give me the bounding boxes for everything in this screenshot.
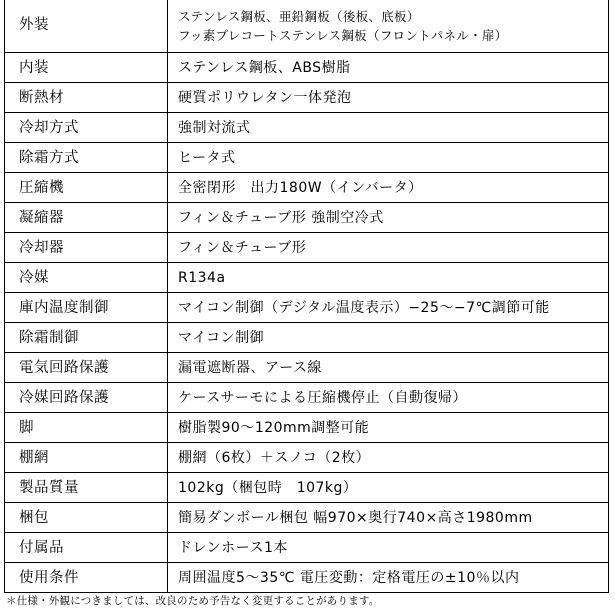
spec-value	[168, 53, 609, 83]
spec-value	[168, 203, 609, 233]
spec-row	[5, 83, 609, 113]
spec-value	[168, 323, 609, 353]
spec-value	[168, 353, 609, 383]
spec-label: 冷却器	[5, 233, 168, 263]
spec-row	[5, 533, 609, 563]
spec-row	[5, 53, 609, 83]
spec-value-line: 棚網（6枚）＋スノコ（2枚）	[178, 449, 371, 466]
spec-label: 付属品	[5, 533, 168, 563]
spec-value	[168, 413, 609, 443]
spec-value	[168, 443, 609, 473]
spec-value-line: フィン＆チューブ形 強制空冷式	[178, 209, 384, 226]
spec-value-line: R134a	[178, 269, 226, 286]
spec-value-line: フッ素プレコートステンレス鋼板（フロントパネル・扉）	[178, 27, 508, 43]
spec-label: 内装	[5, 53, 168, 83]
spec-value-line: 樹脂製90〜120mm調整可能	[178, 419, 370, 436]
spec-value	[168, 293, 609, 323]
spec-value-line: ステンレス鋼板、ABS樹脂	[178, 59, 351, 76]
spec-label: 断熱材	[5, 83, 168, 113]
spec-table	[4, 0, 609, 593]
spec-value-line: ステンレス鋼板、亜鉛鋼板（後板、底板）	[178, 8, 420, 24]
spec-label: 圧縮機	[5, 173, 168, 203]
footnote: ＊仕様・外観につきましては、改良のため予告なく変更することがあります。	[6, 595, 380, 607]
spec-value-line: 硬質ポリウレタン一体発泡	[178, 89, 352, 106]
spec-value-line: ヒータ式	[178, 149, 236, 166]
spec-value-line: 簡易ダンボール梱包 幅970×奥行740×高さ1980mm	[178, 509, 533, 526]
spec-row	[5, 323, 609, 353]
spec-row	[5, 113, 609, 143]
spec-value-line: ケースサーモによる圧縮機停止（自動復帰）	[178, 389, 468, 406]
spec-value	[168, 503, 609, 533]
spec-label: 冷媒	[5, 263, 168, 293]
spec-row	[5, 563, 609, 593]
spec-label: 電気回路保護	[5, 353, 168, 383]
spec-label: 使用条件	[5, 563, 168, 593]
spec-row	[5, 503, 609, 533]
spec-label: 外装	[5, 0, 168, 53]
spec-value	[168, 473, 609, 503]
spec-value-line: マイコン制御	[178, 329, 265, 346]
spec-row	[5, 383, 609, 413]
spec-value	[168, 383, 609, 413]
spec-row	[5, 143, 609, 173]
spec-label: 冷媒回路保護	[5, 383, 168, 413]
spec-value	[168, 233, 609, 263]
spec-value	[168, 533, 609, 563]
spec-label: 除霜方式	[5, 143, 168, 173]
spec-label: 棚網	[5, 443, 168, 473]
spec-label: 凝縮器	[5, 203, 168, 233]
spec-row	[5, 443, 609, 473]
spec-row	[5, 203, 609, 233]
spec-row	[5, 293, 609, 323]
spec-value-line: 全密閉形 出力180W（インバータ）	[178, 179, 423, 196]
spec-value	[168, 263, 609, 293]
spec-row	[5, 233, 609, 263]
spec-value-line: ドレンホース1本	[178, 539, 288, 556]
spec-label: 冷却方式	[5, 113, 168, 143]
spec-row	[5, 473, 609, 503]
spec-value-line: 102kg（梱包時 107kg）	[178, 479, 358, 496]
spec-label: 庫内温度制御	[5, 293, 168, 323]
spec-value	[168, 0, 609, 53]
spec-value-line: 強制対流式	[178, 119, 251, 136]
spec-value	[168, 173, 609, 203]
spec-value	[168, 563, 609, 593]
spec-label: 除霜制御	[5, 323, 168, 353]
spec-value-line: 漏電遮断器、アース線	[178, 359, 322, 376]
spec-label: 製品質量	[5, 473, 168, 503]
spec-label: 梱包	[5, 503, 168, 533]
spec-value-line: フィン＆チューブ形	[178, 239, 307, 256]
spec-label: 脚	[5, 413, 168, 443]
spec-value	[168, 113, 609, 143]
spec-value	[168, 83, 609, 113]
spec-value-line: マイコン制御（デジタル温度表示）−25〜−7℃調節可能	[178, 299, 550, 316]
spec-row	[5, 413, 609, 443]
spec-row	[5, 173, 609, 203]
spec-row	[5, 353, 609, 383]
spec-row	[5, 0, 609, 53]
spec-value-line: 周囲温度5〜35℃ 電圧変動：定格電圧の±10％以内	[178, 569, 520, 586]
spec-row	[5, 263, 609, 293]
spec-value	[168, 143, 609, 173]
